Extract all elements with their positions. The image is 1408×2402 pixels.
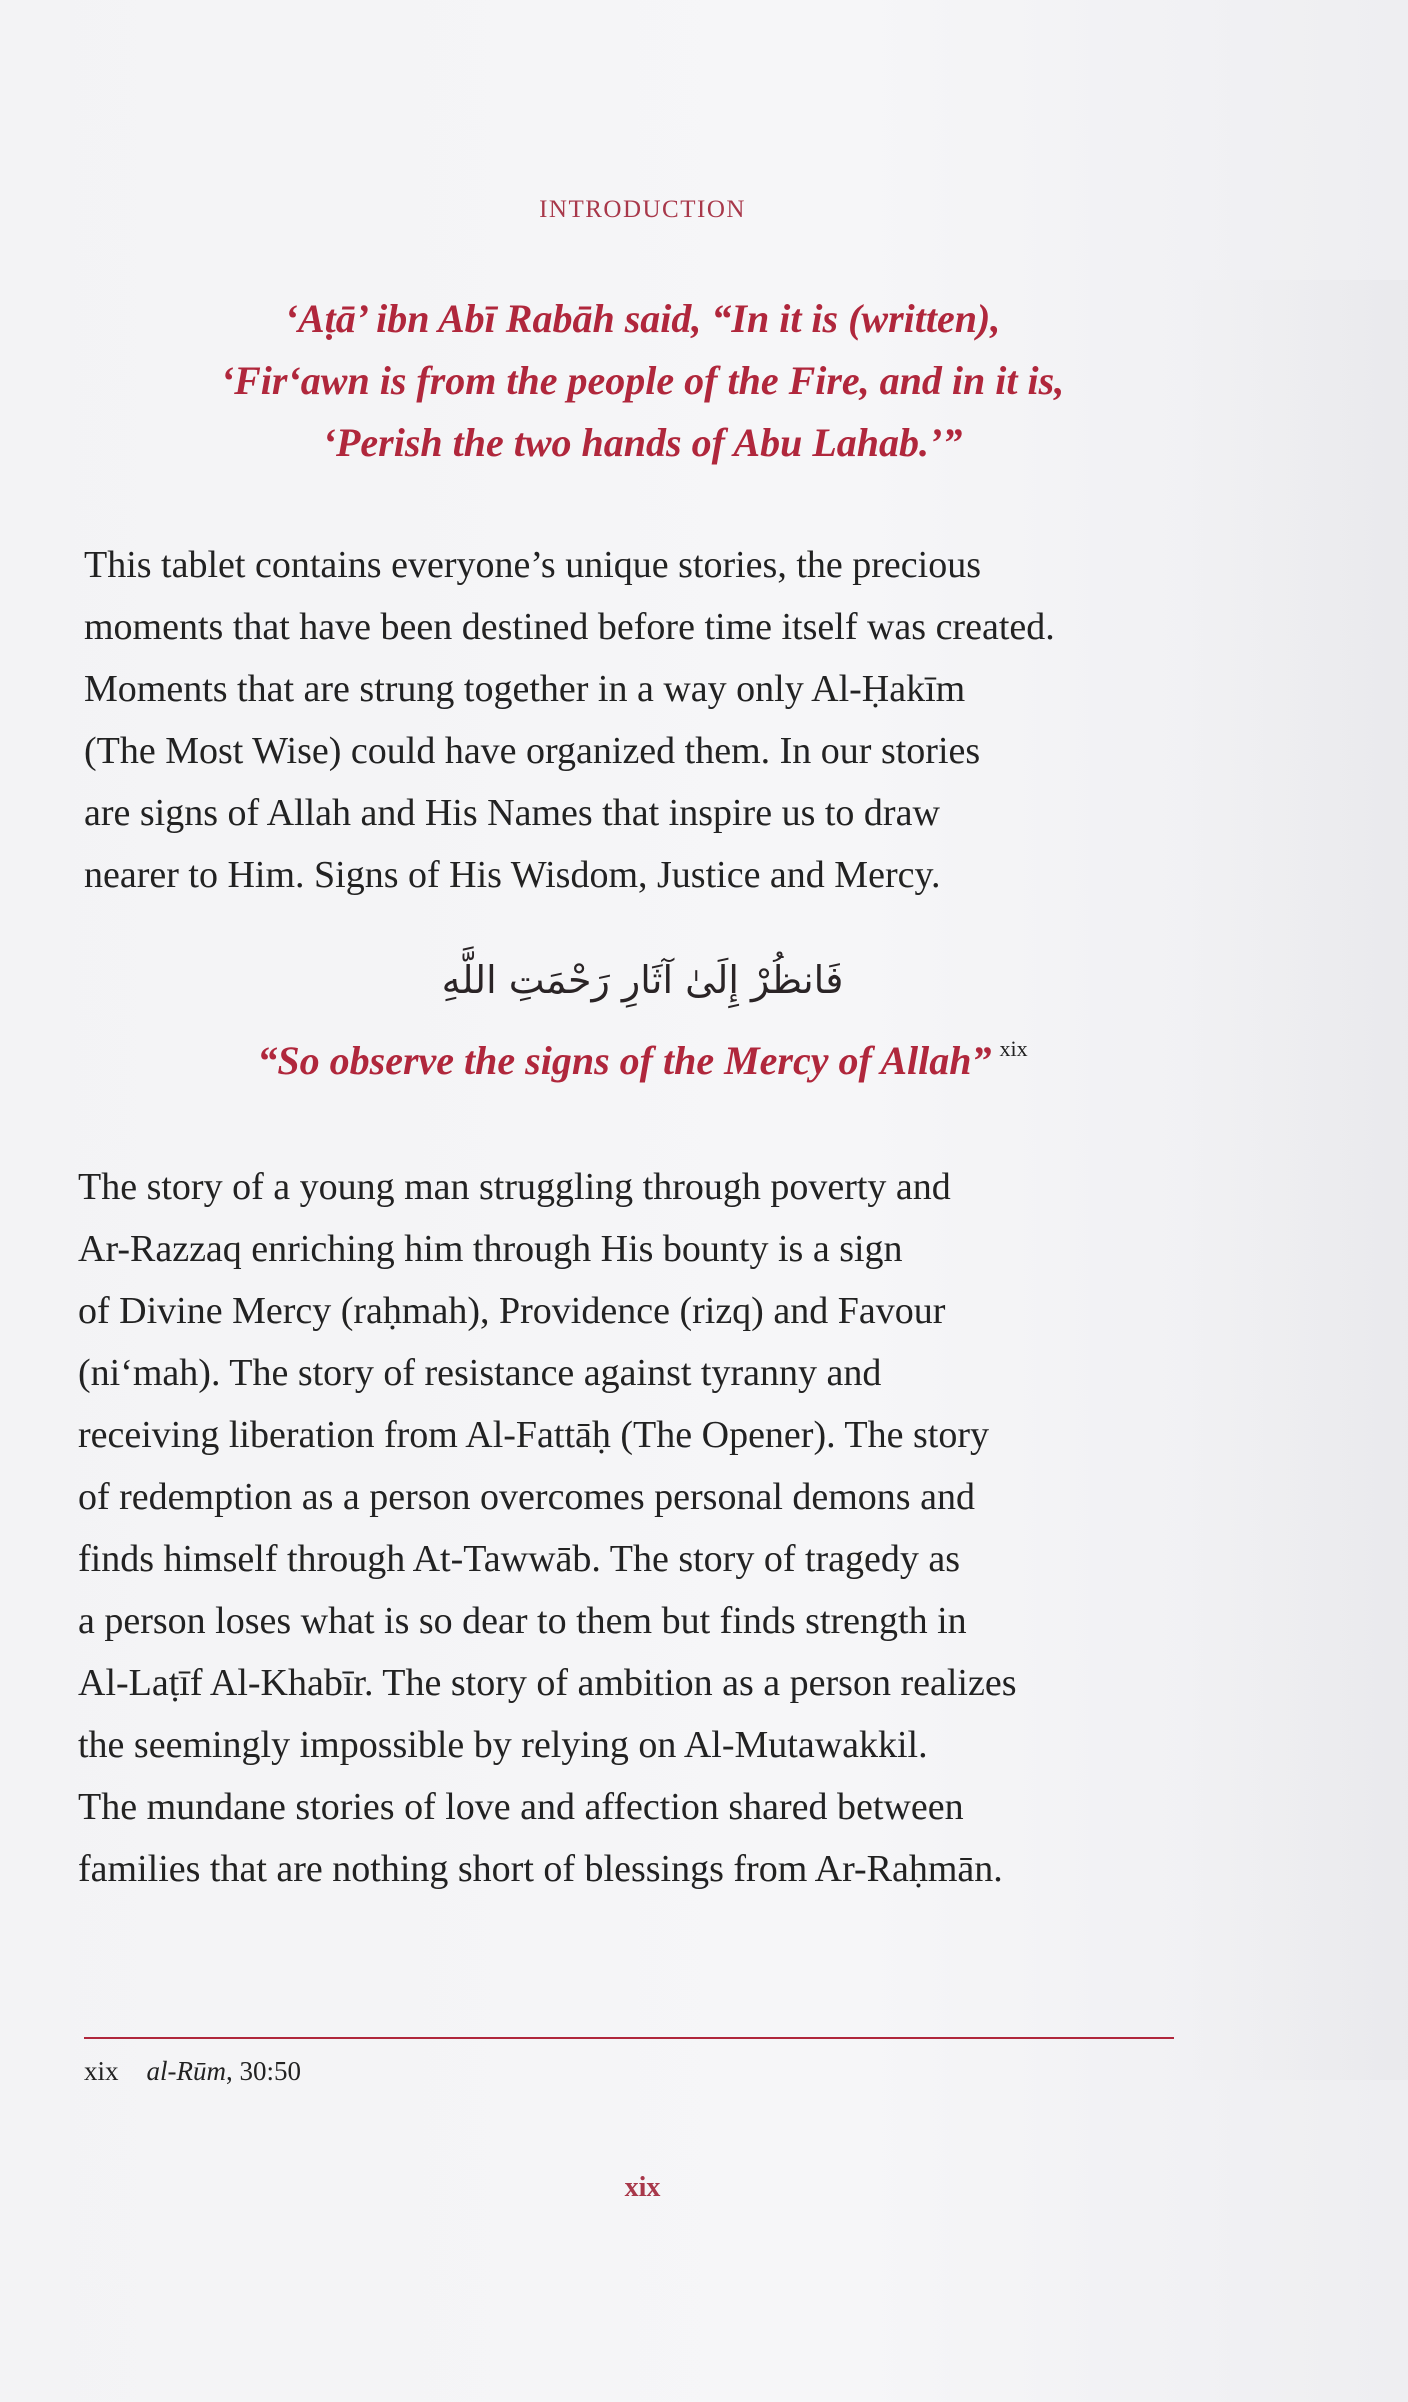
epigraph-quote (60, 288, 1225, 474)
epigraph-line: ‘Aṭā’ ibn Abī Rabāh said, “In it is (written), (284, 296, 1001, 341)
footnote-marker: xix (84, 2056, 119, 2086)
page-number: xix (624, 2172, 661, 2203)
running-head: INTRODUCTION (539, 196, 746, 223)
body-line: The mundane stories of love and affection shared between (78, 1786, 964, 1828)
body-line: nearer to Him. Signs of His Wisdom, Justice and Mercy. (84, 854, 941, 896)
footnote-divider (84, 2037, 1174, 2039)
epigraph-line: ‘Fir‘awn is from the people of the Fire, and in it is, (220, 358, 1065, 403)
body-line: (The Most Wise) could have organized them. In our stories (84, 730, 981, 772)
body-line: of Divine Mercy (raḥmah), Providence (rizq) and Favour (78, 1290, 946, 1332)
body-line: families that are nothing short of blessings from Ar-Raḥmān. (78, 1848, 1003, 1890)
body-line: of redemption as a person overcomes personal demons and (78, 1476, 975, 1518)
footnote-reference-text: , 30:50 (226, 2056, 302, 2086)
body-line: Ar-Razzaq enriching him through His bounty is a sign (78, 1228, 903, 1270)
body-line: a person loses what is so dear to them but finds strength in (78, 1600, 967, 1642)
body-line: the seemingly impossible by relying on Al-Mutawakkil. (78, 1724, 928, 1766)
show-through-shadow (1180, 280, 1408, 2080)
body-line: The story of a young man struggling through poverty and (78, 1166, 951, 1208)
body-paragraph-2 (78, 1156, 1198, 1900)
body-line: finds himself through At-Tawwāb. The story of tragedy as (78, 1538, 961, 1580)
footnote-reference[interactable]: xix (999, 1036, 1028, 1061)
body-line: Moments that are strung together in a way only Al-Ḥakīm (84, 668, 966, 710)
body-line: receiving liberation from Al-Fattāḥ (The Opener). The story (78, 1414, 989, 1456)
arabic-verse: فَانظُرْ إِلَىٰ آثَارِ رَحْمَتِ اللَّهِ (441, 958, 844, 1002)
body-line: (ni‘mah). The story of resistance against tyranny and (78, 1352, 882, 1394)
verse-translation-text: “So observe the signs of the Mercy of Allah” (257, 1038, 992, 1083)
body-line: moments that have been destined before time itself was created. (84, 606, 1055, 648)
epigraph-line: ‘Perish the two hands of Abu Lahab.’” (322, 420, 963, 465)
body-line: Al-Laṭīf Al-Khabīr. The story of ambition as a person realizes (78, 1662, 1017, 1704)
verse-translation (0, 1036, 1285, 1084)
footnote-source: al-Rūm (146, 2056, 226, 2086)
body-paragraph-1 (84, 534, 1204, 906)
body-line: This tablet contains everyone’s unique stories, the precious (84, 544, 981, 586)
footnote (84, 2056, 301, 2087)
body-line: are signs of Allah and His Names that inspire us to draw (84, 792, 940, 834)
